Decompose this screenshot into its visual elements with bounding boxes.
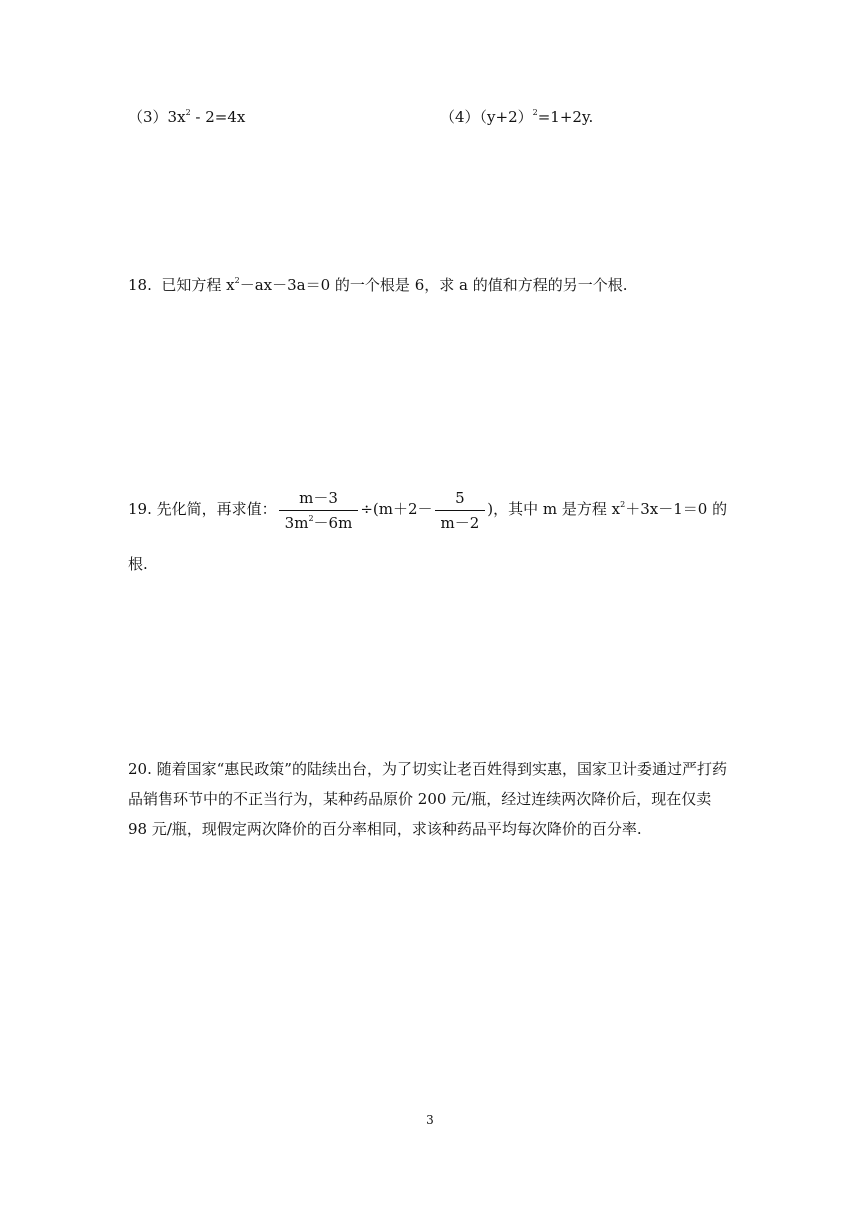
fraction-2-denominator: m－2 (440, 513, 480, 532)
den-exponent: 2 (308, 513, 314, 523)
question-number: 20. (128, 760, 152, 778)
question-20 (128, 754, 734, 844)
expression-base: 3x (167, 108, 186, 126)
q17-part4 (440, 106, 593, 128)
question-text-post: －ax－3a＝0 的一个根是 6，求 a 的值和方程的另一个根. (239, 276, 628, 294)
den-base: 3m (284, 513, 309, 532)
fraction-1 (279, 489, 359, 532)
question-text: 随着国家“惠民政策”的陆续出台，为了切实让老百姓得到实惠，国家卫计委通过严打药品销售环节中的不正当行为，某种药品原价 200 元/瓶，经过连续两次降价后，现在仅卖 98 元/瓶，现假定两次降价的百分率相同，求该种药品平均每次降价的百分率. (128, 760, 727, 838)
exponent: 2 (532, 108, 538, 117)
q17-part3 (128, 106, 245, 128)
exponent: 2 (234, 276, 240, 285)
exponent: 2 (185, 108, 191, 117)
question-18 (128, 274, 628, 296)
condition-text-rest: ＋3x－1＝0 的 (625, 500, 728, 518)
question-number: 19. (128, 500, 152, 518)
question-19 (128, 486, 727, 532)
question-number: 18. (128, 276, 152, 294)
den-rest: －6m (313, 513, 353, 532)
expression-rest: =1+2y. (537, 108, 594, 126)
exponent: 2 (620, 500, 626, 509)
condition-text: )，其中 m 是方程 x (487, 500, 621, 518)
question-text-pre: 已知方程 x (161, 276, 235, 294)
fraction-2 (435, 489, 486, 532)
part-label: （4） (440, 108, 480, 126)
division-operator: ÷(m＋2－ (360, 500, 433, 518)
expression-base: （y+2） (479, 108, 533, 126)
expression-rest: - 2=4x (190, 108, 246, 126)
part-label: （3） (128, 108, 168, 126)
question-19-continuation: 根. (128, 555, 148, 573)
fraction-1-denominator (279, 511, 359, 532)
fraction-1-numerator: m－3 (279, 489, 359, 511)
question-intro: 先化简，再求值： (156, 500, 277, 518)
fraction-2-numerator: 5 (435, 489, 486, 511)
page-number: 3 (426, 1113, 434, 1127)
